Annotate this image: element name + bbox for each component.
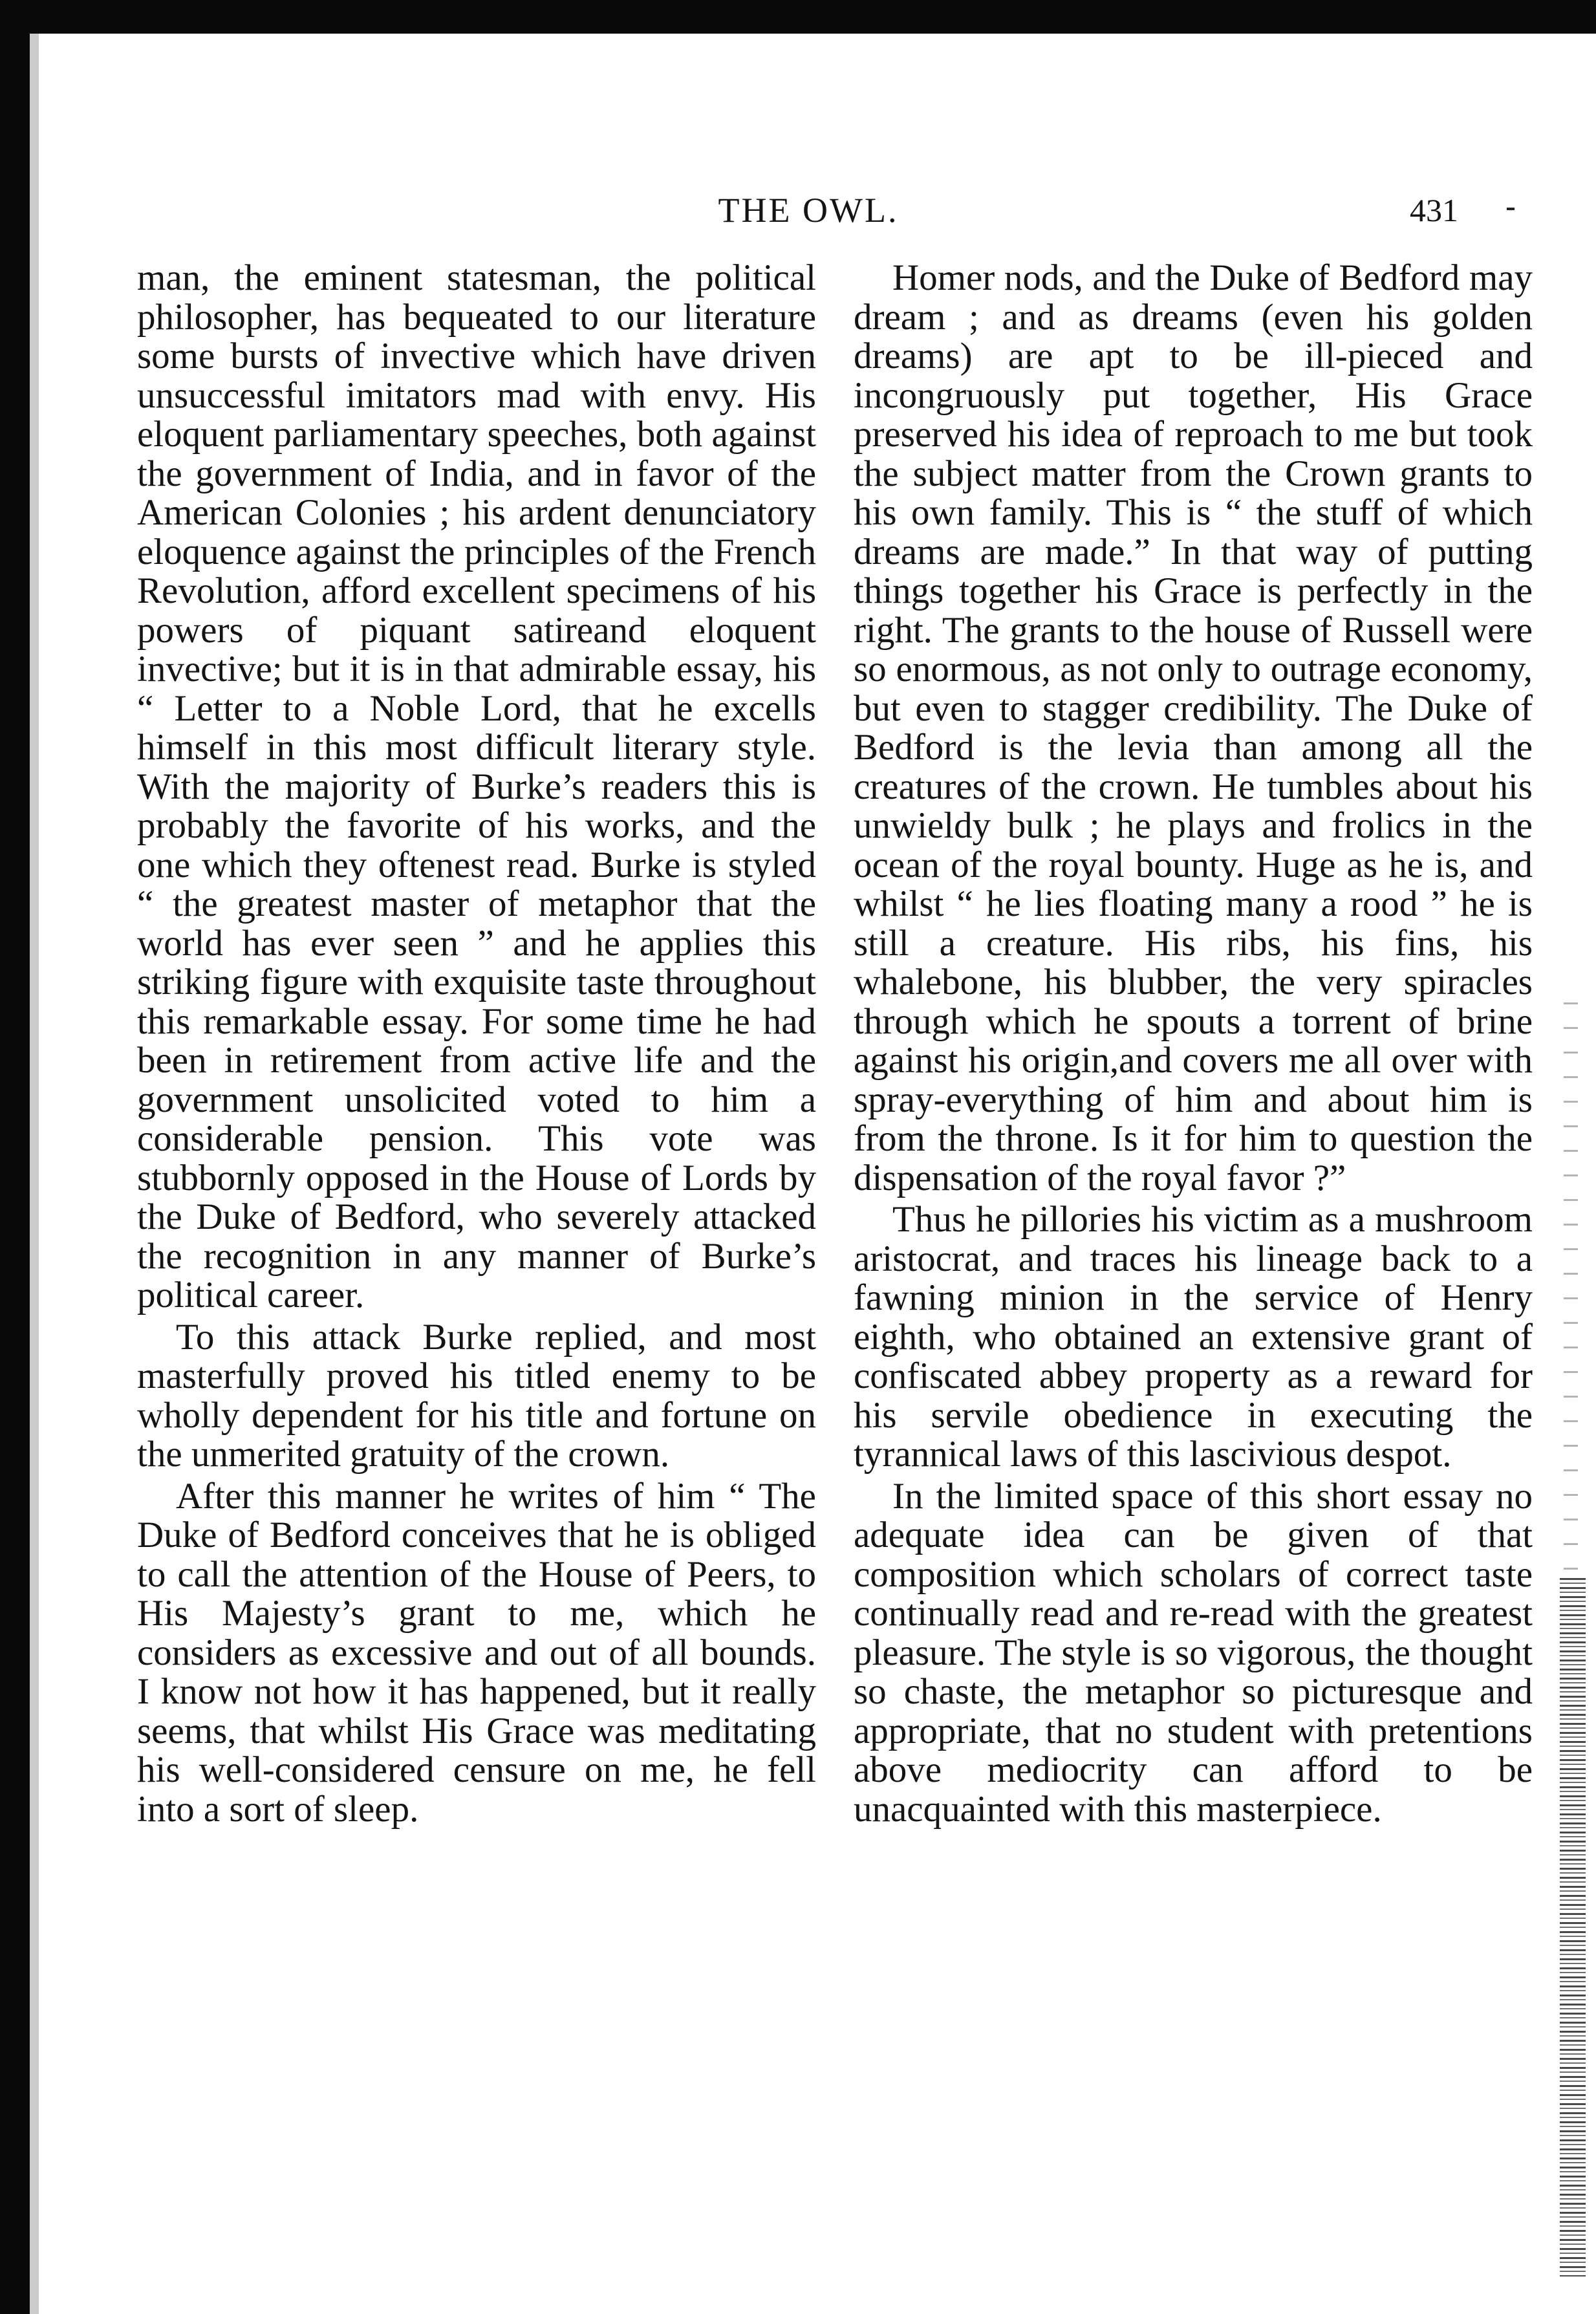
scan-dash-mark [1507, 208, 1515, 210]
left-column [137, 259, 816, 1829]
paragraph: man, the eminent statesman, the political philosopher, has bequeated to our literature some bursts of invective which have driven unsuccessful imitators mad with envy. His eloquent parliamentary speeches, both against the government of India, and in favor of the American Colonies ; his ardent denunciatory eloquence against the principles of the French Revolution, afford excellent specimens of his powers of piquant satireand eloquent invective; but it is in that admirable essay, his “ Letter to a Noble Lord, that he excells himself in this most difficult literary style. With the majority of Burke’s readers this is probably the favorite of his works, and the one which they oftenest read. Burke is styled “ the greatest master of metaphor that the world has ever seen ” and he applies this striking figure with exquisite taste throughout this remarkable essay. For some time he had been in retirement from active life and the government unsolicited voted to him a considerable pension. This vote was stubbornly opposed in the House of Lords by the Duke of Bedford, who severely attacked the recognition in any manner of Burke’s political career. [137, 257, 816, 1315]
paragraph: In the limited space of this short essay no adequate idea can be given of that composition which scholars of correct taste continually read and re-read with the greatest pleasure. The style is so vigorous, the thought so chaste, the metaphor so picturesque and appropriate, that no student with pretentions above mediocrity can afford to be unacquainted with this masterpiece. [854, 1475, 1533, 1830]
paragraph: After this manner he writes of him “ The Duke of Bedford conceives that he is obliged to call the attention of the House of Peers, to His Majesty’s grant to me, which he considers as excessive and out of all bounds. I know not how it has happened, but it really seems, that whilst His Grace was meditating his well-considered censure on me, he fell into a sort of sleep. [137, 1475, 816, 1830]
scan-top-border [0, 0, 1596, 34]
right-column [854, 259, 1533, 1829]
scan-left-shadow [30, 34, 39, 2314]
paragraph: To this attack Burke replied, and most masterfully proved his titled enemy to be wholly dependent for his title and fortune on the unmerited gratuity of the crown. [137, 1316, 816, 1475]
running-title: THE OWL. [718, 191, 899, 230]
scan-right-edge-marks [1564, 1002, 1578, 1572]
scan-right-edge-noise [1560, 1578, 1586, 2276]
scan-left-border [0, 0, 30, 2314]
paragraph: Homer nods, and the Duke of Bedford may dream ; and as dreams (even his golden dreams) are apt to be ill-pieced and incongruously put together, His Grace preserved his idea of reproach to me but took the subject matter from the Crown grants to his own family. This is “ the stuff of which dreams are made.” In that way of putting things together his Grace is perfectly in the right. The grants to the house of Russell were so enormous, as not only to outrage economy, but even to stagger credibility. The Duke of Bedford is the levia than among all the creatures of the crown. He tumbles about his unwieldy bulk ; he plays and frolics in the ocean of the royal bounty. Huge as he is, and whilst “ he lies floating many a rood ” he is still a creature. His ribs, his fins, his whalebone, his blubber, the very spiracles through which he spouts a torrent of brine against his origin,and covers me all over with spray-everything of him and about him is from the throne. Is it for him to question the dispensation of the royal favor ?” [854, 257, 1533, 1198]
page-number: 431 [1410, 192, 1458, 228]
paragraph: Thus he pillories his victim as a mushroom aristocrat, and traces his lineage back to a fawning minion in the service of Henry eighth, who obtained an extensive grant of confiscated abbey property as a reward for his servile obedience in executing the tyrannical laws of this lascivious despot. [854, 1199, 1533, 1475]
page-header [0, 188, 1596, 233]
